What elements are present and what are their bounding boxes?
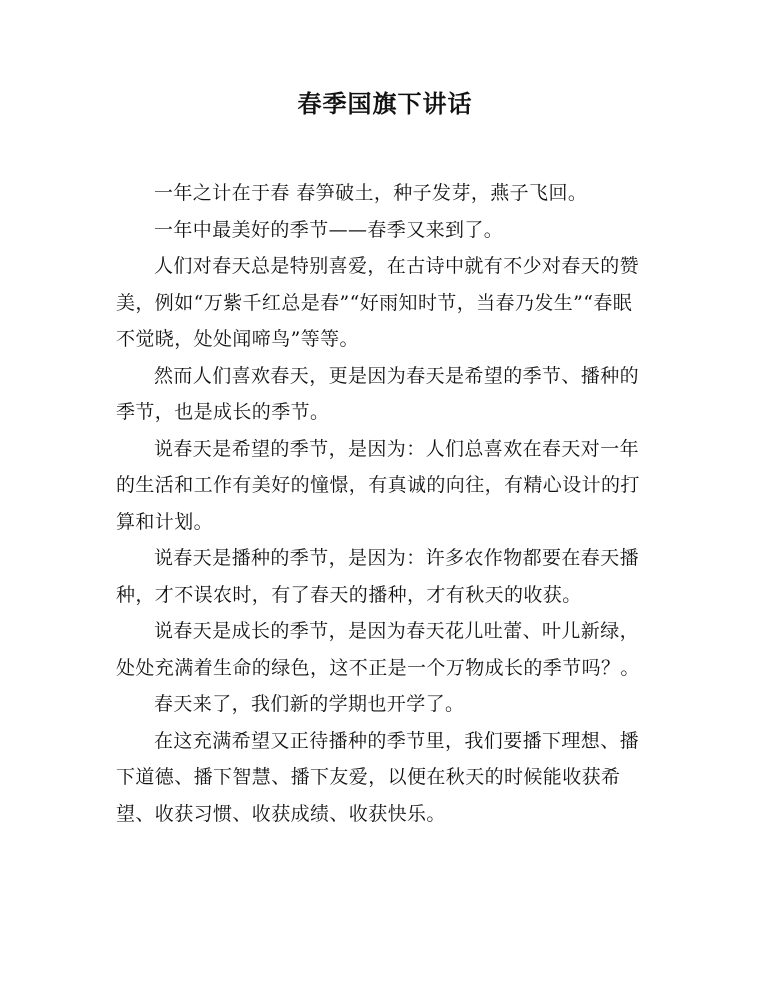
- paragraph-5: 说春天是希望的季节，是因为：人们总喜欢在春天对一年的生活和工作有美好的憧憬，有真诚的向往，有精心设计的打算和计划。: [116, 437, 640, 533]
- paragraph-7: 说春天是成长的季节，是因为春天花儿吐蕾、叶儿新绿，处处充满着生命的绿色，这不正是一个万物成长的季节吗？。: [116, 620, 640, 679]
- page-title: 春季国旗下讲话: [297, 90, 473, 118]
- paragraph-4: 然而人们喜欢春天，更是因为春天是希望的季节、播种的季节，也是成长的季节。: [116, 364, 640, 423]
- paragraph-6: 说春天是播种的季节，是因为：许多农作物都要在春天播种，才不误农时，有了春天的播种，才有秋天的收获。: [116, 547, 640, 606]
- document-body: [116, 175, 641, 832]
- paragraph-3: 人们对春天总是特别喜爱，在古诗中就有不少对春天的赞美，例如“万紫千红总是春”“好雨知时节，当春乃发生”“春眠不觉晓，处处闻啼鸟”等等。: [116, 255, 640, 350]
- paragraph-2: 一年中最美好的季节——春季又来到了。: [154, 218, 504, 241]
- paragraph-9: 在这充满希望又正待播种的季节里，我们要播下理想、播下道德、播下智慧、播下友爱，以便在秋天的时候能收获希望、收获习惯、收获成绩、收获快乐。: [116, 729, 640, 825]
- paragraph-8: 春天来了，我们新的学期也开学了。: [154, 693, 465, 715]
- paragraph-1: 一年之计在于春 春笋破土，种子发芽，燕子飞回。: [154, 182, 588, 204]
